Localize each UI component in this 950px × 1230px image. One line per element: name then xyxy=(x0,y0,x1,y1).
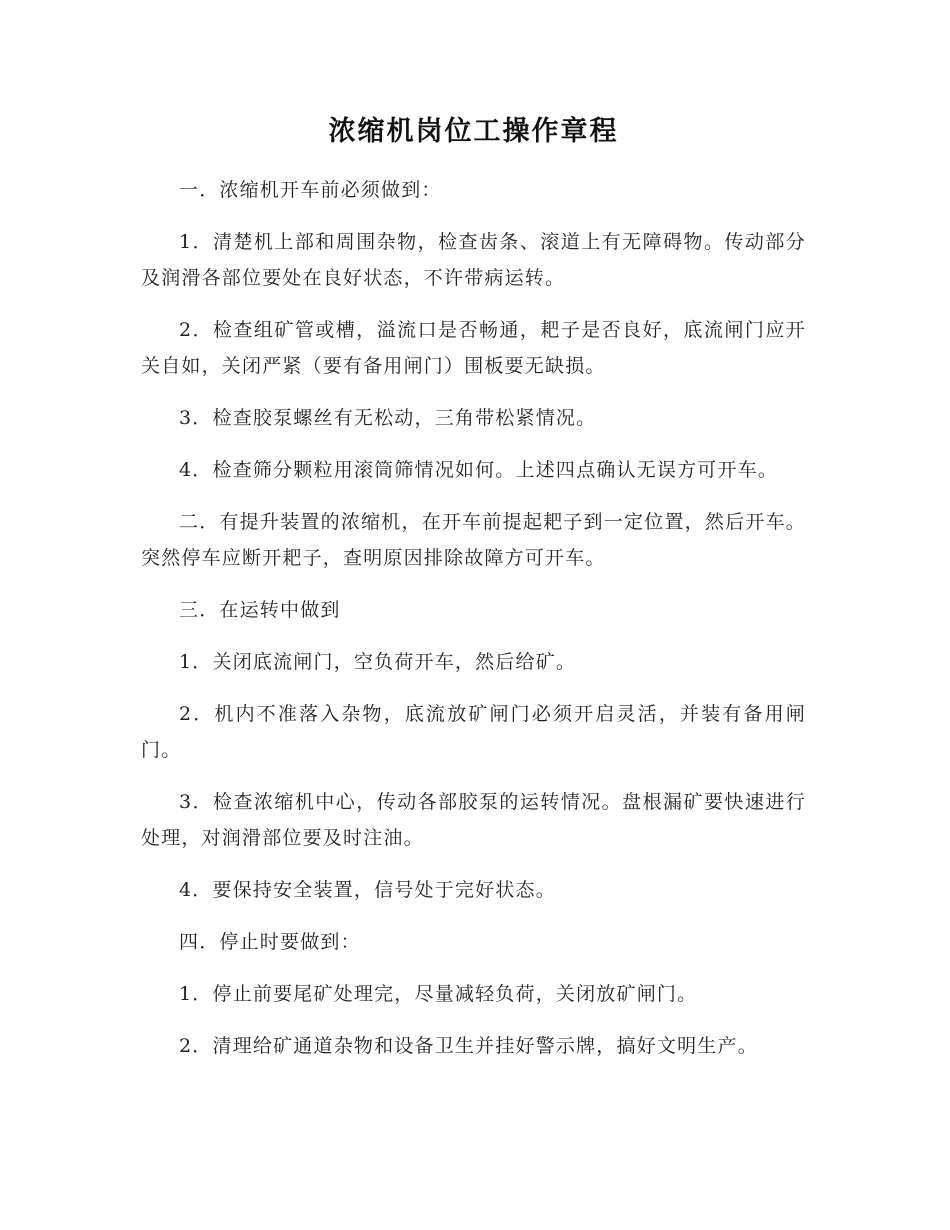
section-heading-3: 三．在运转中做到 xyxy=(179,599,341,621)
paragraph: 4．检查筛分颗粒用滚筒筛情况如何。上述四点确认无误方可开车。 xyxy=(179,459,779,481)
paragraph: 1．关闭底流闸门，空负荷开车，然后给矿。 xyxy=(179,651,577,673)
paragraph: 3．检查胶泵螺丝有无松动，三角带松紧情况。 xyxy=(179,407,597,429)
paragraph: 4．要保持安全装置，信号处于完好状态。 xyxy=(179,879,556,901)
paragraph: 2．清理给矿通道杂物和设备卫生并挂好警示牌，搞好文明生产。 xyxy=(179,1035,758,1057)
document-page xyxy=(141,112,806,1080)
document-title: 浓缩机岗位工操作章程 xyxy=(328,116,619,147)
paragraph: 1．清楚机上部和周围杂物，检查齿条、滚道上有无障碍物。传动部分及润滑各部位要处在良好状态，不许带病运转。 xyxy=(141,231,806,289)
paragraph: 1．停止前要尾矿处理完，尽量减轻负荷，关闭放矿闸门。 xyxy=(179,983,698,1005)
paragraph: 2．机内不准落入杂物，底流放矿闸门必须开启灵活，并装有备用闸门。 xyxy=(141,703,806,761)
paragraph: 3．检查浓缩机中心，传动各部胶泵的运转情况。盘根漏矿要快速进行处理，对润滑部位要及时注油。 xyxy=(141,791,806,849)
section-heading-2: 二．有提升装置的浓缩机，在开车前提起耙子到一定位置，然后开车。突然停车应断开耙子，查明原因排除故障方可开车。 xyxy=(141,511,806,569)
section-heading-4: 四．停止时要做到： xyxy=(179,931,361,953)
paragraph: 2．检查组矿管或槽，溢流口是否畅通，耙子是否良好，底流闸门应开关自如，关闭严紧（要有备用闸门）围板要无缺损。 xyxy=(141,319,806,377)
section-heading-1: 一．浓缩机开车前必须做到： xyxy=(179,179,442,201)
